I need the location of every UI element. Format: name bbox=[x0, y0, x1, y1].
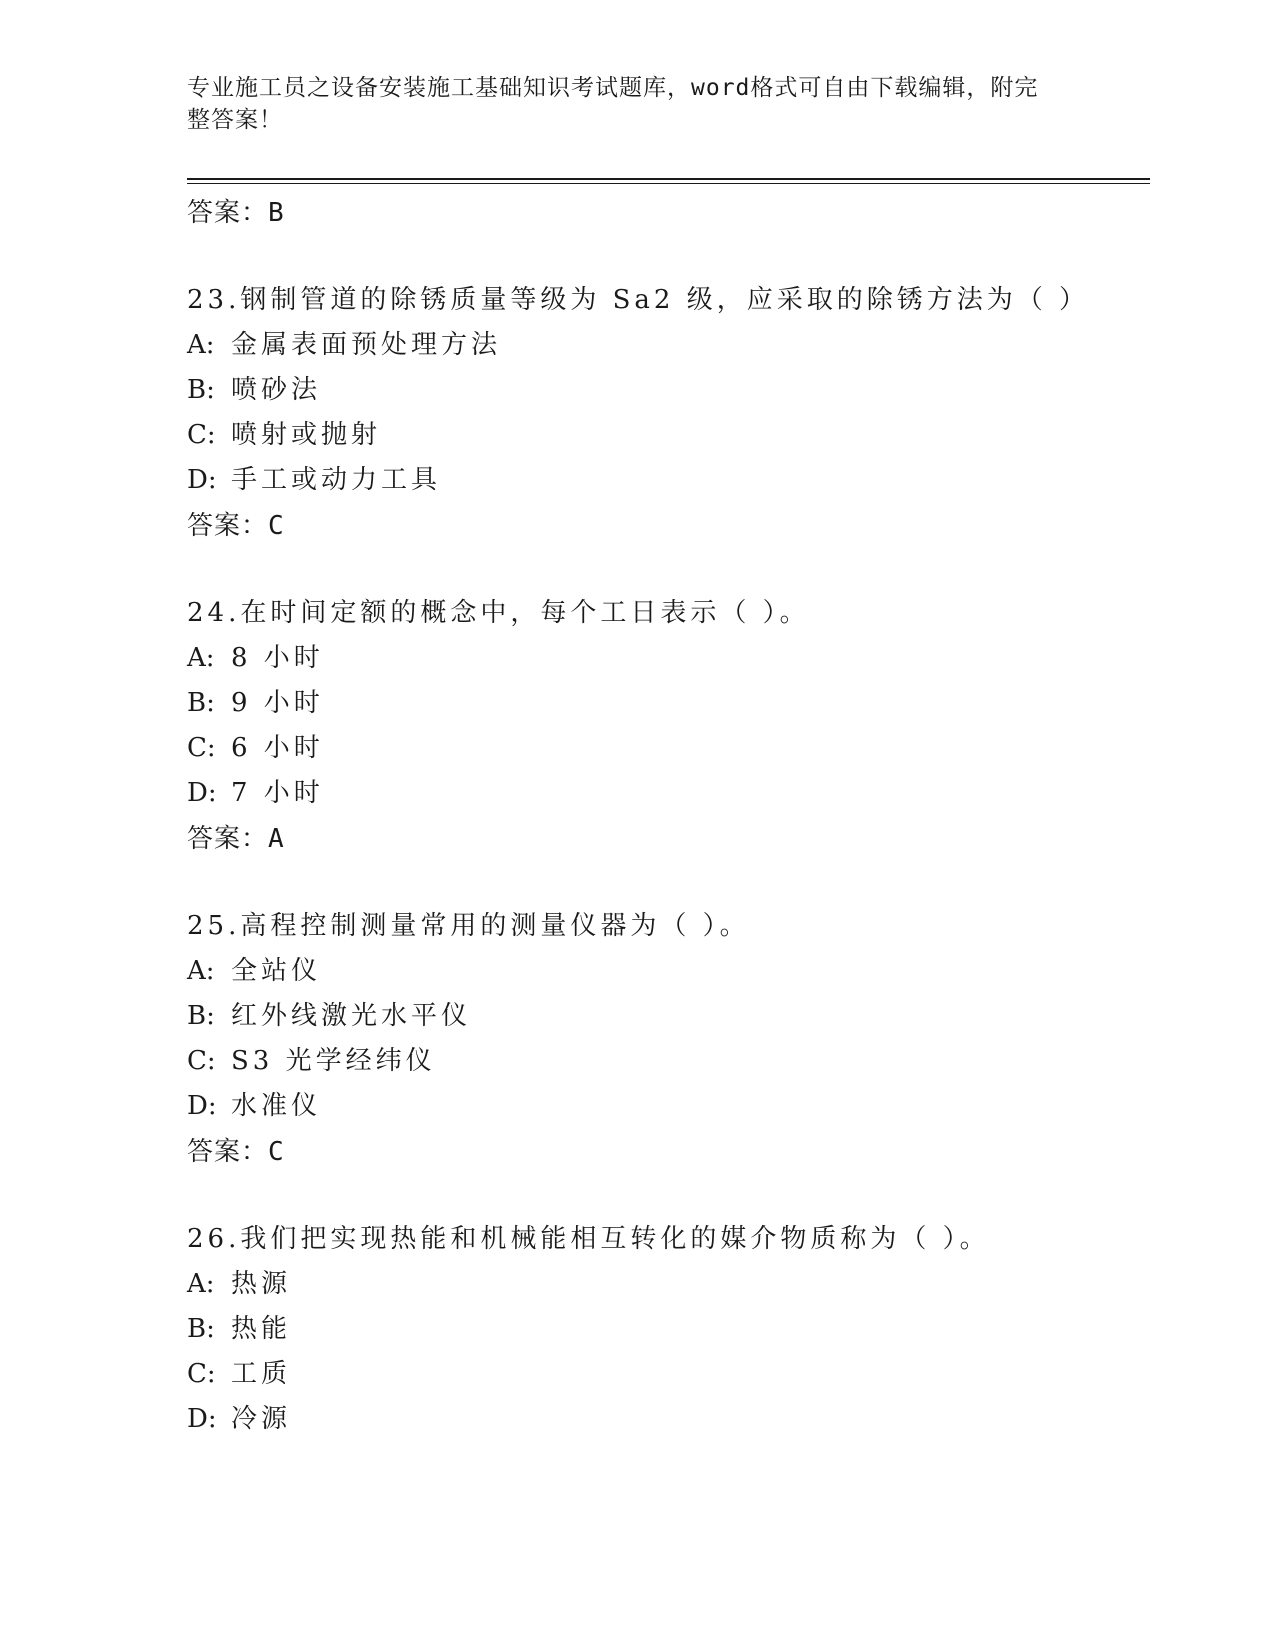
previous-answer: 答案：B bbox=[187, 198, 285, 228]
option-text: 热源 bbox=[231, 1269, 292, 1299]
option-a bbox=[187, 636, 1147, 681]
option-text: 热能 bbox=[231, 1314, 292, 1344]
option-key: C: bbox=[187, 420, 216, 450]
option-key: D: bbox=[187, 465, 217, 495]
option-key: A: bbox=[187, 643, 215, 673]
option-key: D: bbox=[187, 1091, 217, 1121]
option-key: A: bbox=[187, 956, 215, 986]
option-text: 喷砂法 bbox=[231, 375, 322, 405]
option-text: 9 小时 bbox=[231, 688, 324, 718]
option-text: 手工或动力工具 bbox=[231, 465, 442, 495]
option-c bbox=[187, 1039, 1147, 1084]
option-key: D: bbox=[187, 1404, 217, 1434]
option-text: 工质 bbox=[231, 1359, 292, 1389]
option-text: 全站仪 bbox=[231, 956, 322, 986]
option-key: C: bbox=[187, 1046, 216, 1076]
option-d bbox=[187, 1397, 1147, 1442]
option-d bbox=[187, 1084, 1147, 1129]
header-divider bbox=[187, 178, 1150, 180]
option-b bbox=[187, 368, 1147, 413]
option-c bbox=[187, 726, 1147, 771]
option-key: B: bbox=[187, 1314, 215, 1344]
header-line-1: 专业施工员之设备安装施工基础知识考试题库，word格式可自由下载编辑，附完 bbox=[187, 75, 1039, 101]
option-text: 冷源 bbox=[231, 1404, 292, 1434]
option-b bbox=[187, 994, 1147, 1039]
option-key: B: bbox=[187, 375, 215, 405]
option-text: 喷射或抛射 bbox=[231, 420, 382, 450]
option-text: 水准仪 bbox=[231, 1091, 322, 1121]
option-c bbox=[187, 1352, 1147, 1397]
option-key: B: bbox=[187, 1001, 215, 1031]
option-text: 红外线激光水平仪 bbox=[231, 1001, 472, 1031]
question-stem: 25.高程控制测量常用的测量仪器为（ ）。 bbox=[187, 911, 750, 941]
option-text: 8 小时 bbox=[231, 643, 324, 673]
option-d bbox=[187, 458, 1147, 503]
question-block-25 bbox=[187, 904, 1147, 1175]
option-key: C: bbox=[187, 733, 216, 763]
question-block-23 bbox=[187, 278, 1147, 549]
option-key: C: bbox=[187, 1359, 216, 1389]
option-text: S3 光学经纬仪 bbox=[231, 1046, 436, 1076]
option-key: D: bbox=[187, 778, 217, 808]
option-key: A: bbox=[187, 1269, 215, 1299]
answer: 答案：A bbox=[187, 824, 285, 854]
option-text: 金属表面预处理方法 bbox=[231, 330, 502, 360]
option-key: B: bbox=[187, 688, 215, 718]
option-a bbox=[187, 323, 1147, 368]
header-divider-thin bbox=[187, 183, 1150, 184]
document-header bbox=[187, 72, 1077, 136]
option-a bbox=[187, 949, 1147, 994]
question-stem: 23.钢制管道的除锈质量等级为 Sa2 级，应采取的除锈方法为（ ） bbox=[187, 285, 1089, 315]
option-b bbox=[187, 1307, 1147, 1352]
answer: 答案：C bbox=[187, 1137, 285, 1167]
question-list bbox=[187, 190, 1147, 1442]
option-b bbox=[187, 681, 1147, 726]
option-a bbox=[187, 1262, 1147, 1307]
answer: 答案：C bbox=[187, 511, 285, 541]
option-d bbox=[187, 771, 1147, 816]
question-stem: 24.在时间定额的概念中，每个工日表示（ ）。 bbox=[187, 598, 810, 628]
option-text: 6 小时 bbox=[231, 733, 324, 763]
option-key: A: bbox=[187, 330, 215, 360]
header-line-2: 整答案！ bbox=[187, 107, 283, 133]
question-stem: 26.我们把实现热能和机械能相互转化的媒介物质称为（ ）。 bbox=[187, 1224, 990, 1254]
option-text: 7 小时 bbox=[231, 778, 324, 808]
option-c bbox=[187, 413, 1147, 458]
question-block-24 bbox=[187, 591, 1147, 862]
question-block-26 bbox=[187, 1217, 1147, 1442]
